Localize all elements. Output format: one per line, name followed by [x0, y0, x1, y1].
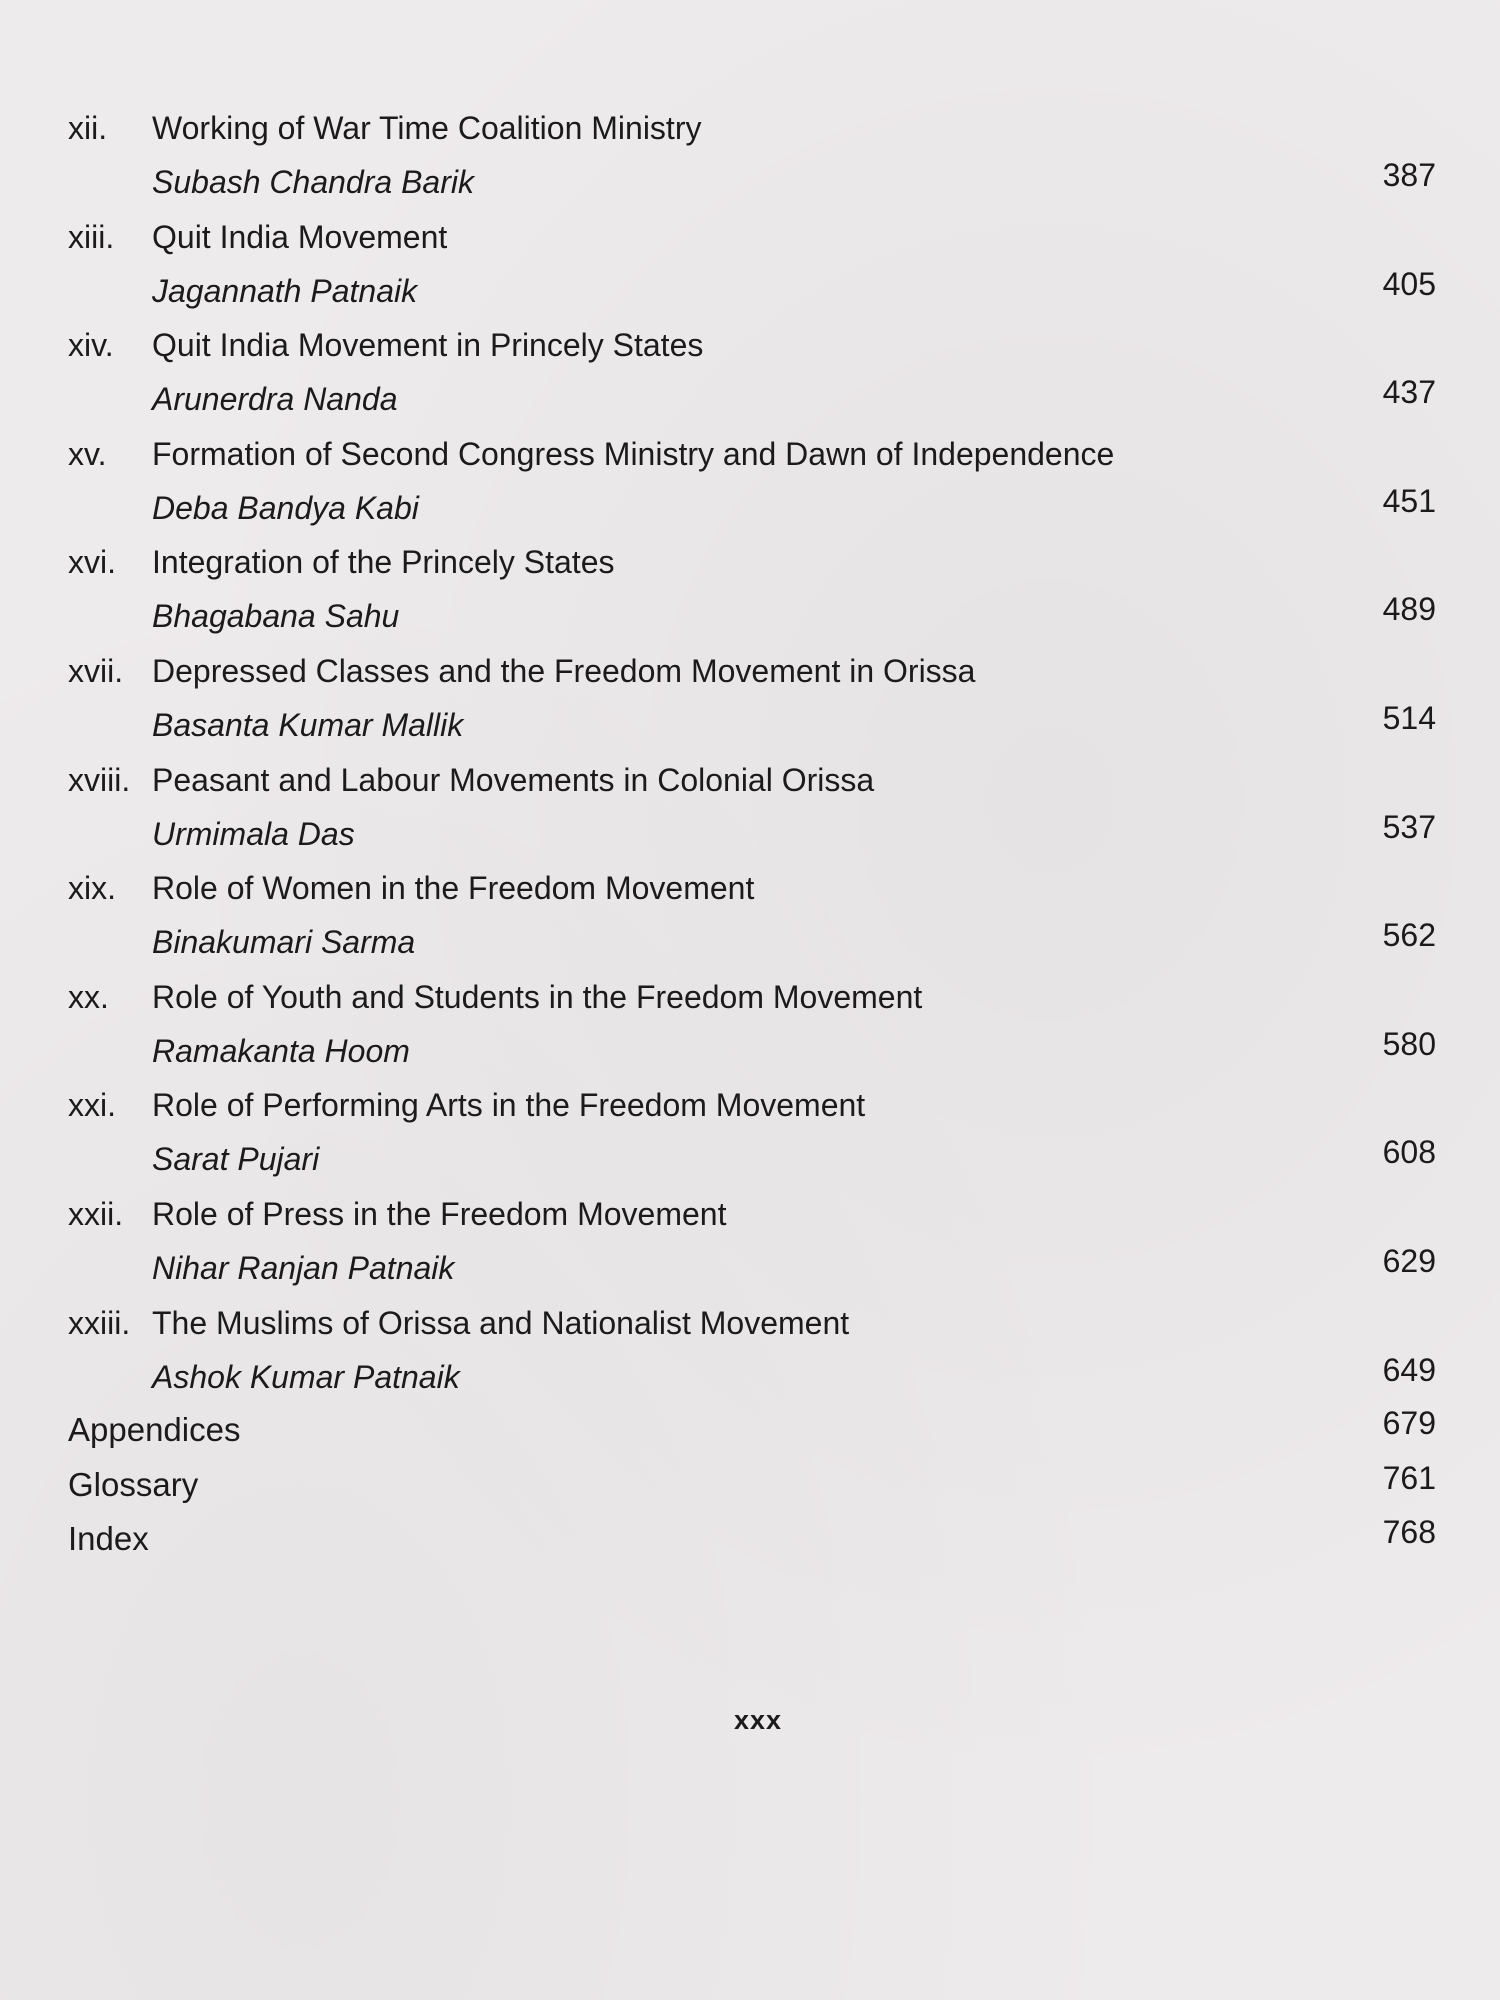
entry-author: Ashok Kumar Patnaik — [152, 1358, 460, 1395]
entry-title: Peasant and Labour Movements in Colonial Orissa — [152, 761, 875, 798]
table-of-contents — [68, 100, 1436, 1567]
entry-page-number: 437 — [1382, 374, 1436, 411]
entry-number: xviii. — [68, 761, 131, 798]
entry-page-number: 562 — [1382, 917, 1436, 954]
toc-entry — [68, 1295, 1436, 1404]
toc-entry — [68, 209, 1436, 318]
back-matter-glossary — [68, 1458, 1436, 1513]
entry-number: xiv. — [68, 327, 114, 364]
toc-entry — [68, 643, 1436, 752]
entry-author: Ramakanta Hoom — [152, 1032, 410, 1069]
page-folio: xxx — [733, 1705, 783, 1735]
entry-number: xvii. — [68, 652, 124, 689]
entry-page-number: 629 — [1382, 1242, 1436, 1279]
toc-entry — [68, 969, 1436, 1078]
back-matter-label: Glossary — [68, 1465, 199, 1503]
entry-page-number: 608 — [1382, 1134, 1436, 1171]
entry-number: xxiii. — [68, 1304, 131, 1341]
toc-entry — [68, 317, 1436, 426]
entry-author: Basanta Kumar Mallik — [152, 706, 464, 743]
entry-title: Role of Youth and Students in the Freedom Movement — [152, 978, 923, 1015]
entry-author: Subash Chandra Barik — [152, 164, 474, 200]
entry-author: Arunerdra Nanda — [152, 381, 398, 418]
entry-page-number: 489 — [1382, 591, 1436, 628]
entry-title: Integration of the Princely States — [152, 544, 615, 581]
entry-author: Jagannath Patnaik — [152, 272, 418, 309]
entry-title: Role of Performing Arts in the Freedom Movement — [152, 1087, 866, 1124]
entry-page-number: 387 — [1382, 157, 1436, 193]
entry-title: The Muslims of Orissa and Nationalist Movement — [152, 1304, 850, 1341]
entry-title: Role of Women in the Freedom Movement — [152, 870, 755, 907]
entry-author: Nihar Ranjan Patnaik — [152, 1249, 455, 1286]
back-matter-page-number: 761 — [1382, 1459, 1436, 1496]
toc-entry — [68, 534, 1436, 643]
entry-number: xxi. — [68, 1087, 116, 1124]
entry-title: Quit India Movement in Princely States — [152, 327, 704, 364]
entry-title: Quit India Movement — [152, 218, 448, 255]
back-matter-page-number: 679 — [1382, 1405, 1436, 1442]
entry-author: Sarat Pujari — [152, 1141, 320, 1178]
back-matter-page-number: 768 — [1382, 1514, 1436, 1551]
entry-number: xxii. — [68, 1195, 124, 1232]
back-matter-index — [68, 1512, 1436, 1567]
entry-author: Urmimala Das — [152, 815, 355, 852]
entry-title: Working of War Time Coalition Ministry — [152, 110, 702, 146]
entry-number: xiii. — [68, 218, 115, 255]
entry-title: Formation of Second Congress Ministry and Dawn of Independence — [152, 435, 1115, 472]
entry-page-number: 405 — [1382, 265, 1436, 302]
entry-number: xx. — [68, 978, 109, 1015]
entry-number: xv. — [68, 435, 107, 472]
entry-page-number: 537 — [1382, 808, 1436, 845]
entry-number: xvi. — [68, 544, 116, 581]
entry-title: Role of Press in the Freedom Movement — [152, 1195, 727, 1232]
toc-entry — [68, 860, 1436, 969]
toc-entry — [68, 426, 1436, 535]
entry-number: xix. — [68, 870, 116, 907]
back-matter-appendices — [68, 1403, 1436, 1458]
entry-author: Deba Bandya Kabi — [152, 489, 419, 526]
entry-author: Binakumari Sarma — [152, 924, 416, 961]
entry-page-number: 451 — [1382, 482, 1436, 519]
entry-page-number: 514 — [1382, 699, 1436, 736]
entry-number: xii. — [68, 110, 108, 146]
entry-page-number: 580 — [1382, 1025, 1436, 1062]
entry-title: Depressed Classes and the Freedom Movement in Orissa — [152, 652, 976, 689]
toc-entry — [68, 100, 1436, 209]
toc-entry — [68, 1077, 1436, 1186]
toc-entry — [68, 752, 1436, 861]
toc-entry — [68, 1186, 1436, 1295]
back-matter-label: Index — [68, 1520, 149, 1558]
entry-author: Bhagabana Sahu — [152, 598, 400, 635]
back-matter-label: Appendices — [68, 1411, 241, 1449]
entry-page-number: 649 — [1382, 1351, 1436, 1388]
